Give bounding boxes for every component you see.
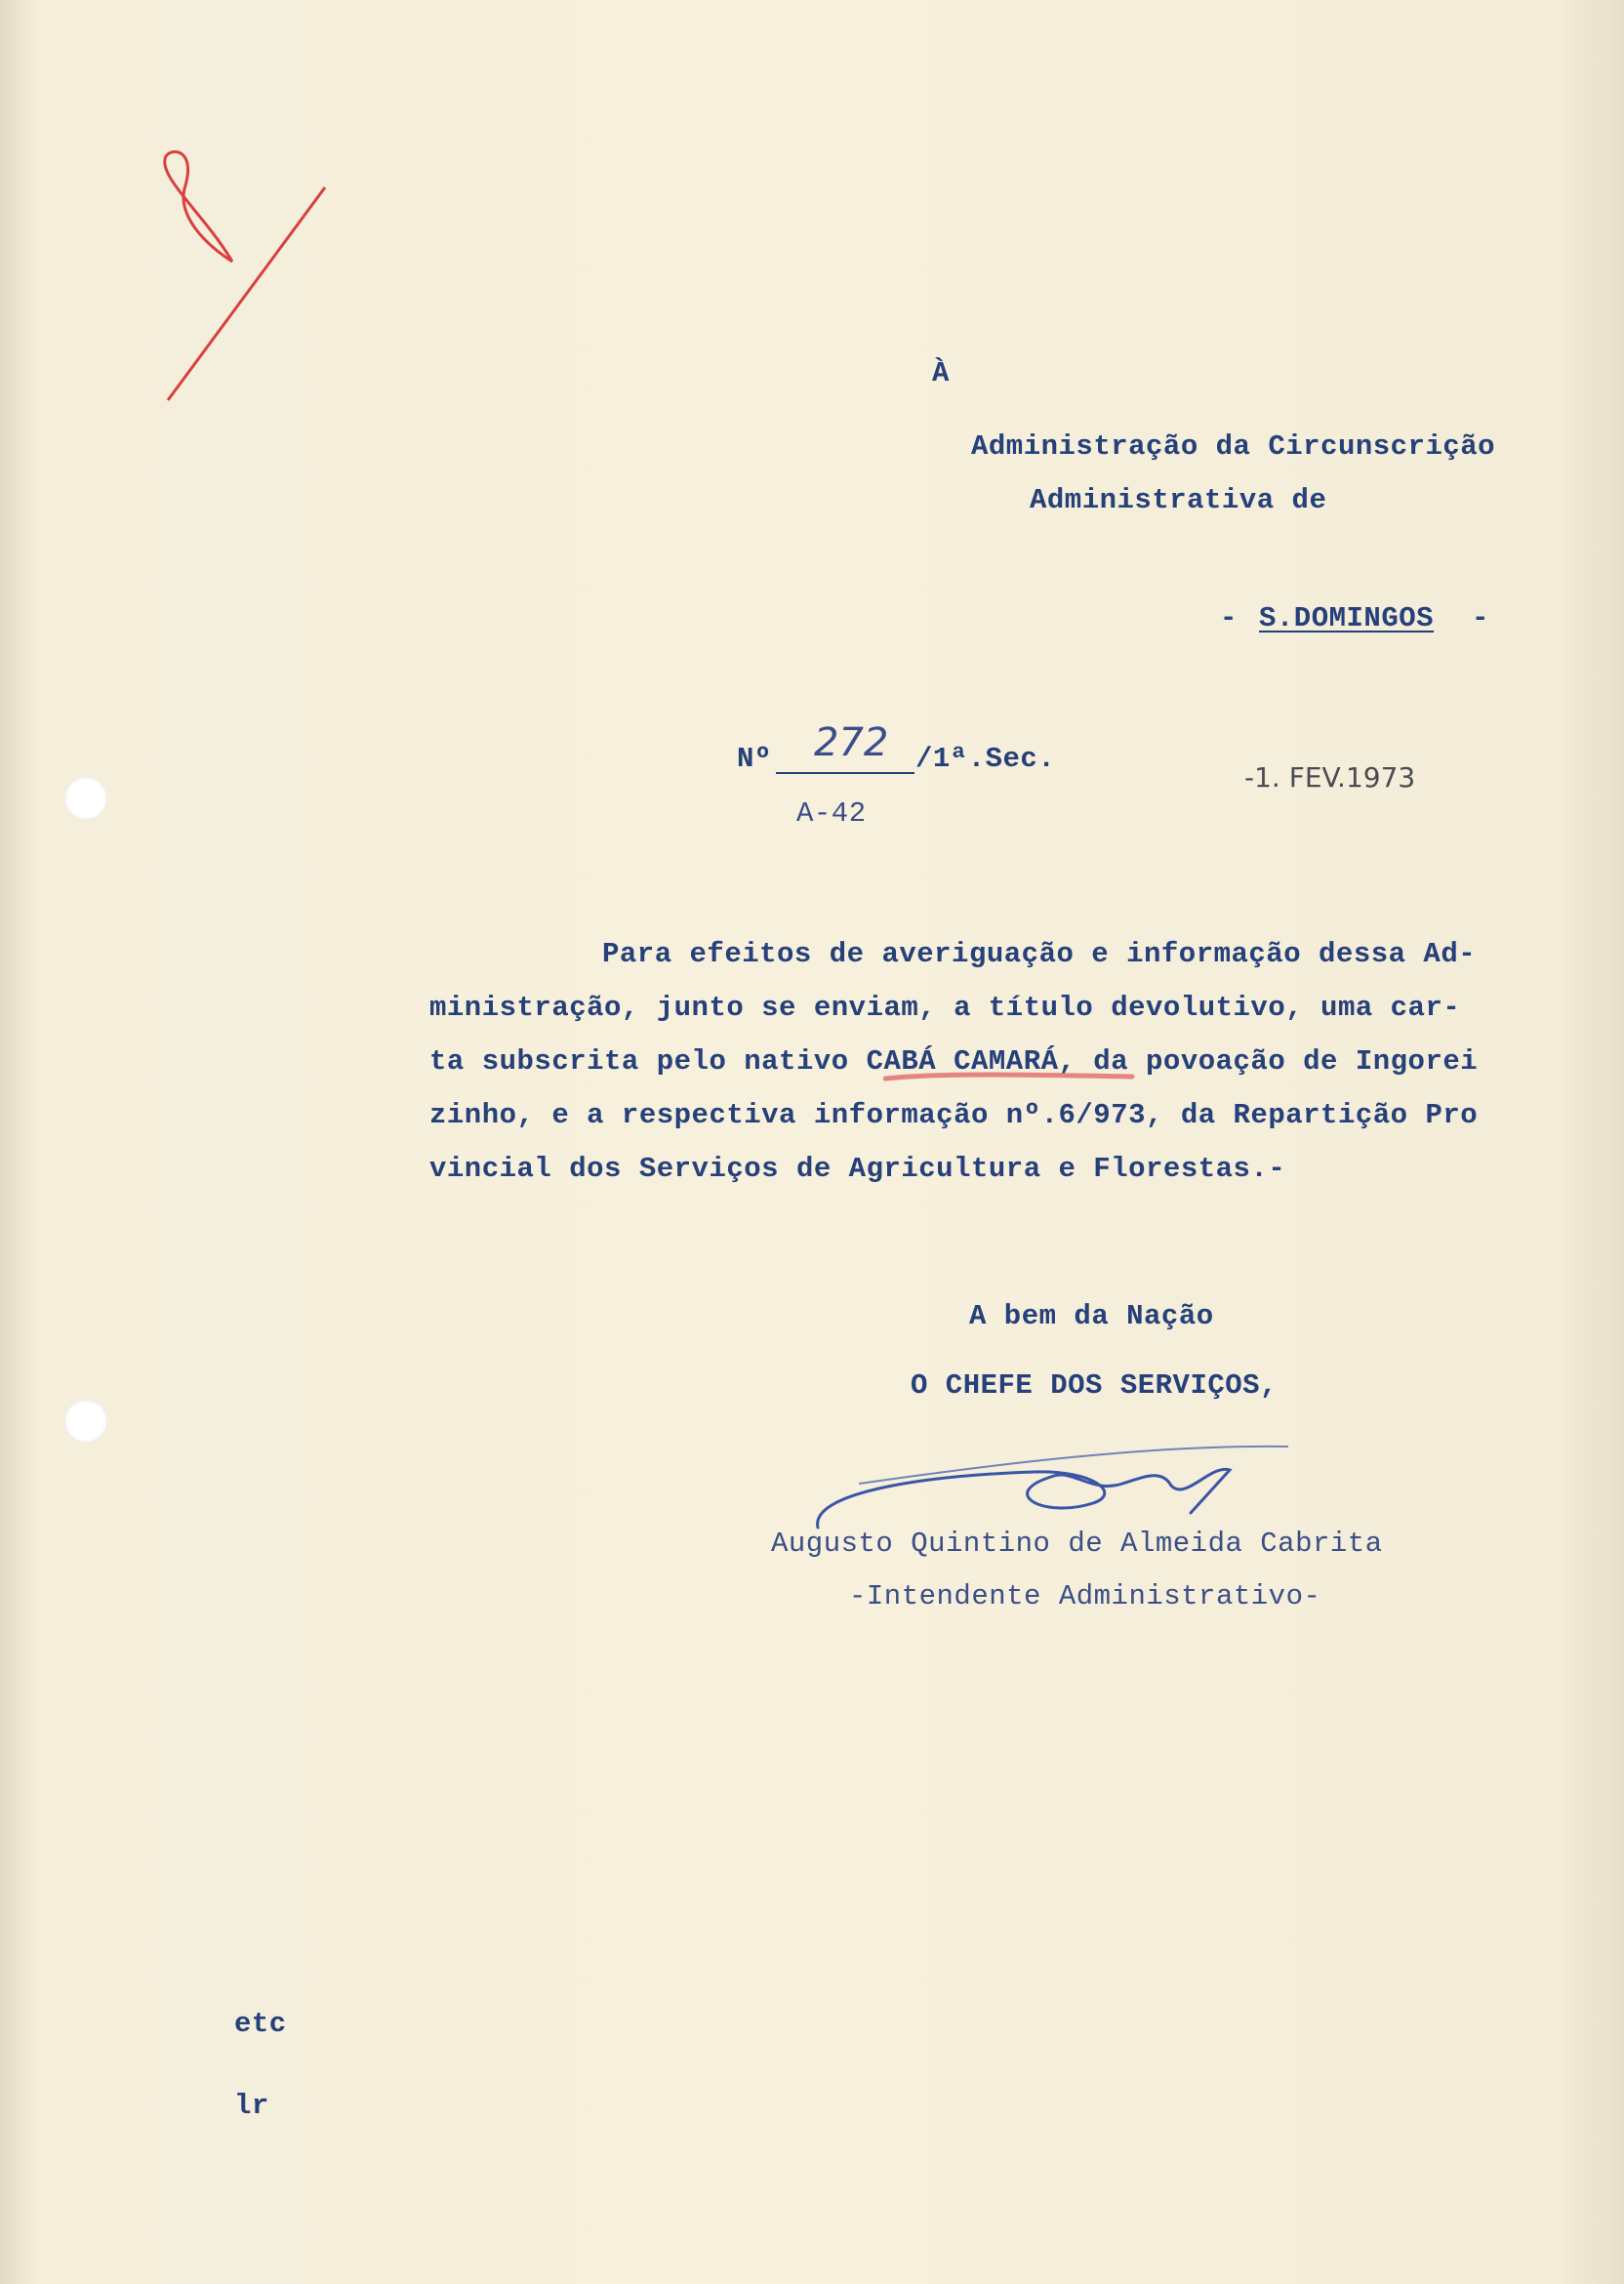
- reference-number: 272: [814, 720, 889, 765]
- date-stamp: -1. FEV.1973: [1244, 761, 1416, 794]
- closing-salutation: A bem da Nação: [969, 1300, 1214, 1332]
- addressee-prefix: À: [932, 357, 950, 389]
- addressee-line-2: Administrativa de: [1030, 484, 1327, 516]
- reference-number-line: [776, 772, 914, 774]
- body-line-4: zinho, e a respectiva informação nº.6/973, da Repartição Pro: [429, 1099, 1479, 1131]
- body-line-2: ministração, junto se enviam, a título devolutivo, uma car-: [429, 992, 1461, 1024]
- footer-line-2: lr: [234, 2090, 269, 2122]
- addressee-line-1: Administração da Circunscrição: [971, 430, 1496, 463]
- body-line-3: ta subscrita pelo nativo CABÁ CAMARÁ, da povoação de Ingorei: [429, 1045, 1479, 1078]
- closing-role: -Intendente Administrativo-: [849, 1580, 1321, 1612]
- red-pencil-mark: [146, 146, 342, 410]
- punch-hole-top: [64, 777, 107, 820]
- footer-line-1: etc: [234, 2008, 287, 2040]
- body-line-1: Para efeitos de averiguação e informação dessa Ad-: [602, 938, 1477, 970]
- addressee-place-dash-left: -: [1220, 602, 1238, 634]
- body-line-5: vincial dos Serviços de Agricultura e Florestas.-: [429, 1153, 1286, 1185]
- addressee-place-dash-right: -: [1472, 602, 1489, 634]
- addressee-place: S.DOMINGOS: [1259, 602, 1435, 634]
- reference-file: A-42: [796, 797, 867, 830]
- reference-label: Nº: [737, 743, 772, 775]
- red-underline-mark: [883, 1067, 1137, 1090]
- punch-hole-bottom: [64, 1400, 107, 1443]
- reference-section: /1ª.Sec.: [915, 743, 1056, 775]
- closing-name: Augusto Quintino de Almeida Cabrita: [771, 1528, 1383, 1560]
- closing-title: O CHEFE DOS SERVIÇOS,: [911, 1369, 1278, 1402]
